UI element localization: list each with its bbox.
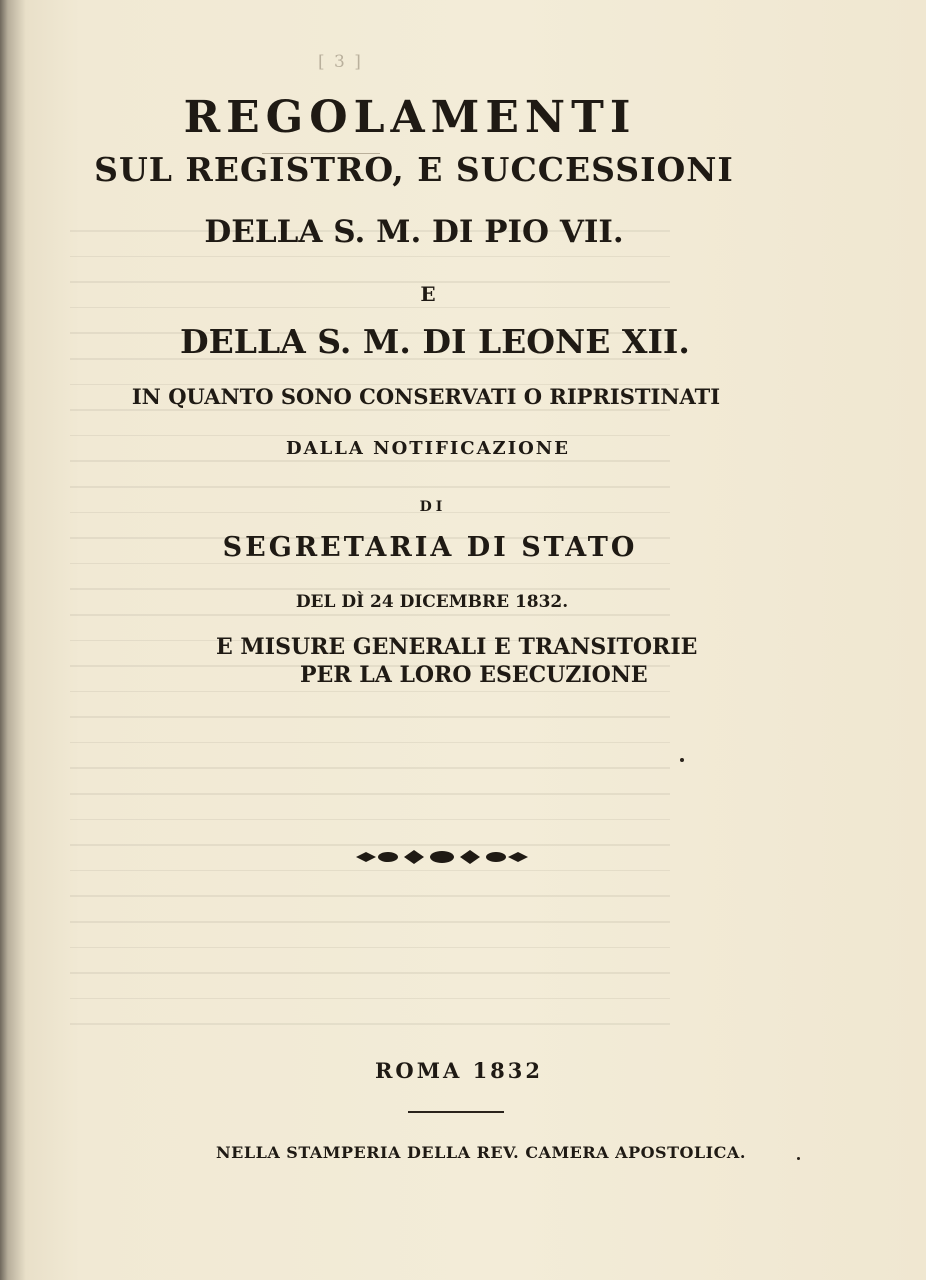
ink-speck: [797, 1157, 800, 1160]
date-line: DEL DÌ 24 DICEMBRE 1832.: [295, 592, 569, 612]
ornament-divider-icon: [352, 846, 532, 868]
measures-line-1: E MISURE GENERALI E TRANSITORIE: [216, 634, 698, 660]
ink-speck: [680, 758, 684, 762]
title-line-3: DELLA S. M. DI PIO VII.: [204, 214, 624, 250]
printer-imprint: NELLA STAMPERIA DELLA REV. CAMERA APOSTOLICA.: [216, 1143, 746, 1162]
subtitle-line-3: DI: [419, 499, 447, 515]
subtitle-line-2: DALLA NOTIFICAZIONE: [286, 438, 570, 459]
title-line-4: DELLA S. M. DI LEONE XII.: [180, 322, 690, 361]
place-year: ROMA 1832: [374, 1058, 544, 1083]
title-line-2: SUL REGISTRO, E SUCCESSIONI: [94, 150, 734, 189]
title-line-1: REGOLAMENTI: [183, 92, 637, 143]
conjunction: E: [420, 282, 436, 306]
issuer: SEGRETARIA DI STATO: [222, 532, 638, 563]
page-number: [ 3 ]: [318, 52, 363, 72]
measures-line-2: PER LA LORO ESECUZIONE: [300, 662, 648, 688]
subtitle-line-1: IN QUANTO SONO CONSERVATI O RIPRISTINATI: [131, 384, 721, 409]
rule-divider: [408, 1111, 504, 1113]
